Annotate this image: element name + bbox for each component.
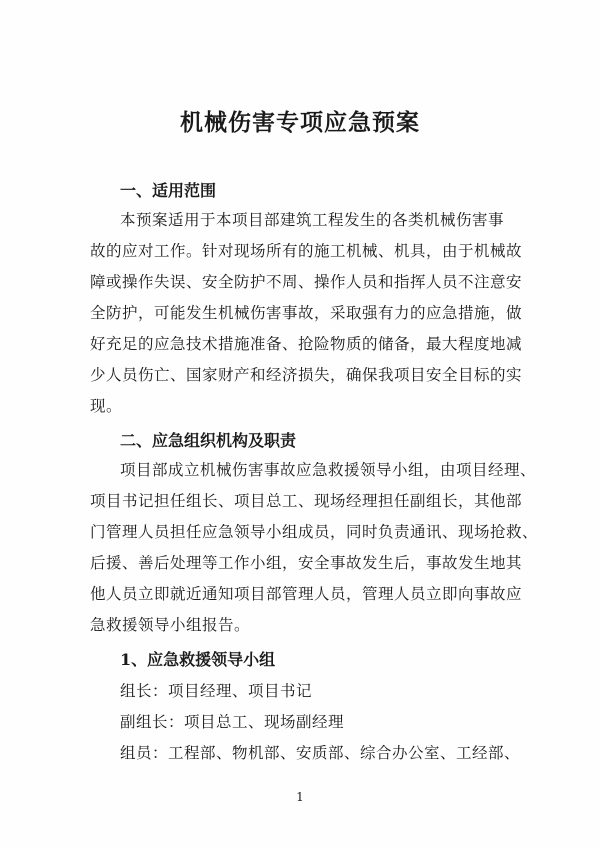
paragraph-line: 项目部成立机械伤害事故应急救援领导小组，由项目经理、: [120, 461, 537, 479]
paragraph-line: 好充足的应急技术措施准备、抢险物质的储备，最大程度地减: [90, 335, 523, 353]
paragraph-line: 副组长：项目总工、现场副经理: [120, 713, 345, 731]
paragraph-line: 现。: [90, 397, 123, 415]
subsection-heading-leadership: 1、应急救援领导小组: [120, 650, 276, 669]
paragraph-line: 故的应对工作。针对现场所有的施工机械、机具，由于机械故: [90, 242, 523, 260]
paragraph-line: 他人员立即就近通知项目部管理人员，管理人员立即向事故应: [90, 585, 523, 603]
paragraph-line: 障或操作失误、安全防护不周、操作人员和指挥人员不注意安: [90, 273, 523, 291]
section-heading-organization: 二、应急组织机构及职责: [120, 431, 297, 450]
paragraph-line: 门管理人员担任应急领导小组成员，同时负责通讯、现场抢救、: [90, 523, 539, 541]
section-heading-scope: 一、适用范围: [120, 181, 217, 200]
paragraph-line: 项目书记担任组长、项目总工、现场经理担任副组长，其他部: [90, 492, 523, 510]
paragraph-line: 本预案适用于本项目部建筑工程发生的各类机械伤害事: [120, 211, 505, 229]
paragraph-line: 组员：工程部、物机部、安质部、综合办公室、工经部、: [120, 744, 521, 762]
document-title: 机械伤害专项应急预案: [180, 109, 420, 136]
paragraph-line: 后援、善后处理等工作小组，安全事故发生后，事故发生地其: [90, 554, 523, 572]
page-number: 1: [296, 790, 304, 804]
paragraph-line: 急救援领导小组报告。: [90, 616, 251, 634]
paragraph-line: 少人员伤亡、国家财产和经济损失，确保我项目安全目标的实: [90, 366, 523, 384]
paragraph-line: 全防护，可能发生机械伤害事故，采取强有力的应急措施，做: [90, 304, 523, 322]
paragraph-line: 组长：项目经理、项目书记: [120, 682, 313, 700]
